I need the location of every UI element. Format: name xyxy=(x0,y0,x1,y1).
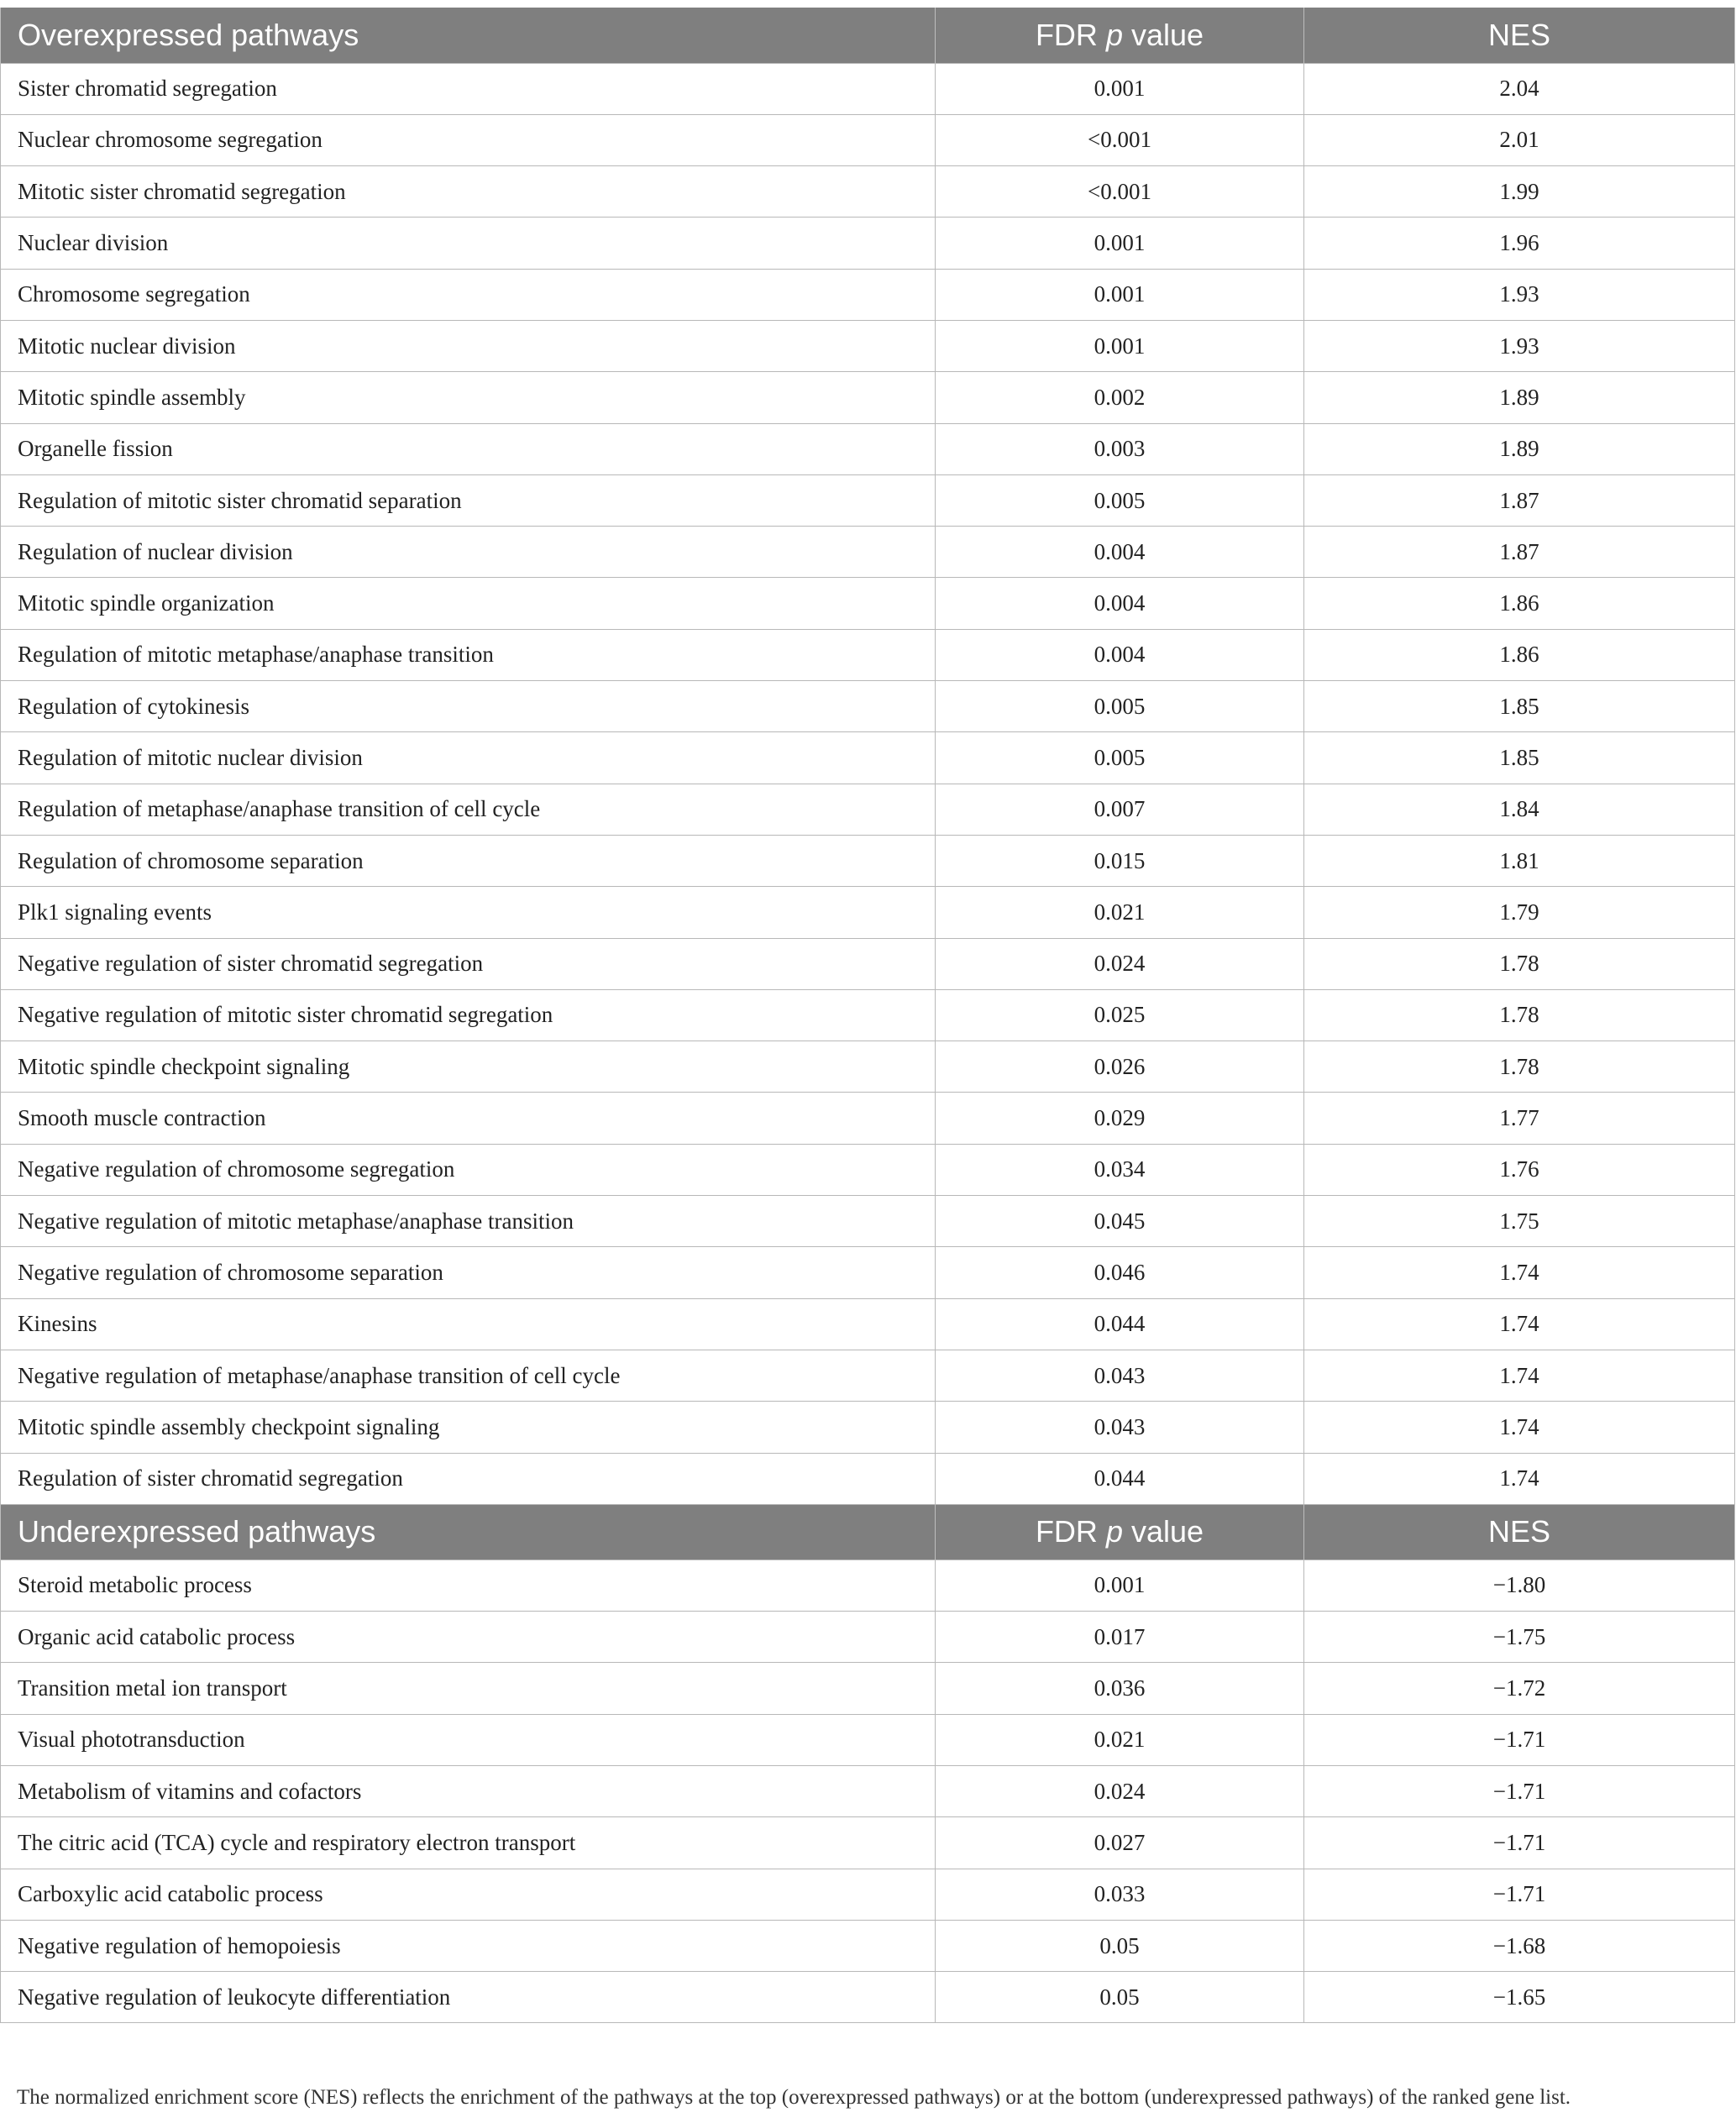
pathway-name-cell: Regulation of cytokinesis xyxy=(1,681,936,732)
section-title: Overexpressed pathways xyxy=(1,8,936,63)
table-row xyxy=(1,1559,1735,1611)
nes-value-cell: −1.65 xyxy=(1304,1972,1735,2023)
pathway-name-cell: Visual phototransduction xyxy=(1,1714,936,1765)
pathway-name-cell: Smooth muscle contraction xyxy=(1,1093,936,1144)
pathway-name-cell: Carboxylic acid catabolic process xyxy=(1,1869,936,1920)
fdr-value-cell: 0.004 xyxy=(936,578,1304,629)
nes-value-cell: 1.74 xyxy=(1304,1453,1735,1504)
fdr-value-cell: <0.001 xyxy=(936,114,1304,165)
nes-value-cell: −1.71 xyxy=(1304,1817,1735,1869)
section-header-row xyxy=(1,1504,1735,1559)
nes-value-cell: −1.71 xyxy=(1304,1766,1735,1817)
table-row xyxy=(1,114,1735,165)
pathway-name-cell: Regulation of nuclear division xyxy=(1,527,936,578)
table-row xyxy=(1,1402,1735,1453)
nes-column-header: NES xyxy=(1304,1504,1735,1559)
table-row xyxy=(1,320,1735,371)
nes-value-cell: 1.77 xyxy=(1304,1093,1735,1144)
table-row xyxy=(1,1920,1735,1971)
pathway-name-cell: Mitotic spindle assembly xyxy=(1,372,936,423)
nes-value-cell: 1.85 xyxy=(1304,681,1735,732)
pathway-name-cell: Sister chromatid segregation xyxy=(1,63,936,114)
nes-value-cell: 2.01 xyxy=(1304,114,1735,165)
nes-value-cell: 1.89 xyxy=(1304,423,1735,474)
fdr-value-cell: 0.033 xyxy=(936,1869,1304,1920)
fdr-value-cell: <0.001 xyxy=(936,166,1304,218)
fdr-value-cell: 0.002 xyxy=(936,372,1304,423)
table-row xyxy=(1,269,1735,320)
pathway-name-cell: Regulation of mitotic metaphase/anaphase transition xyxy=(1,629,936,680)
table-row xyxy=(1,474,1735,526)
nes-value-cell: 1.86 xyxy=(1304,629,1735,680)
table-footnote: The normalized enrichment score (NES) reflects the enrichment of the pathways at the top (overexpressed pathways) or at the bottom (underexpressed pathways) of the ranked gene list. xyxy=(17,2086,1571,2109)
fdr-value-cell: 0.004 xyxy=(936,527,1304,578)
nes-value-cell: 1.79 xyxy=(1304,887,1735,938)
pathway-name-cell: Chromosome segregation xyxy=(1,269,936,320)
table-row xyxy=(1,166,1735,218)
fdr-header-italic: p xyxy=(1105,17,1123,52)
pathway-name-cell: Negative regulation of hemopoiesis xyxy=(1,1920,936,1971)
fdr-value-cell: 0.021 xyxy=(936,1714,1304,1765)
pathway-name-cell: Negative regulation of chromosome separation xyxy=(1,1247,936,1298)
fdr-header-prefix: FDR xyxy=(1035,1514,1106,1549)
pathway-name-cell: Regulation of chromosome separation xyxy=(1,835,936,886)
table-row xyxy=(1,784,1735,835)
table-row xyxy=(1,629,1735,680)
section-header-row xyxy=(1,8,1735,63)
fdr-value-cell: 0.043 xyxy=(936,1402,1304,1453)
pathway-name-cell: Mitotic spindle assembly checkpoint signaling xyxy=(1,1402,936,1453)
nes-value-cell: 1.74 xyxy=(1304,1350,1735,1401)
pathway-name-cell: Mitotic spindle checkpoint signaling xyxy=(1,1041,936,1093)
table-row xyxy=(1,835,1735,886)
pathway-name-cell: Organelle fission xyxy=(1,423,936,474)
nes-value-cell: −1.71 xyxy=(1304,1714,1735,1765)
nes-value-cell: 1.89 xyxy=(1304,372,1735,423)
nes-value-cell: 1.87 xyxy=(1304,474,1735,526)
fdr-value-cell: 0.045 xyxy=(936,1196,1304,1247)
fdr-value-cell: 0.004 xyxy=(936,629,1304,680)
fdr-header-suffix: value xyxy=(1122,17,1204,52)
pathway-name-cell: Mitotic nuclear division xyxy=(1,320,936,371)
fdr-value-cell: 0.005 xyxy=(936,474,1304,526)
fdr-value-cell: 0.017 xyxy=(936,1612,1304,1663)
table-row xyxy=(1,681,1735,732)
table-row xyxy=(1,1972,1735,2023)
pathway-name-cell: Mitotic sister chromatid segregation xyxy=(1,166,936,218)
pathway-name-cell: Regulation of metaphase/anaphase transition of cell cycle xyxy=(1,784,936,835)
table-row xyxy=(1,1714,1735,1765)
table-row xyxy=(1,527,1735,578)
nes-value-cell: 1.99 xyxy=(1304,166,1735,218)
fdr-header-prefix: FDR xyxy=(1035,17,1106,52)
nes-value-cell: 1.75 xyxy=(1304,1196,1735,1247)
fdr-value-cell: 0.034 xyxy=(936,1144,1304,1195)
table-row xyxy=(1,1817,1735,1869)
fdr-value-cell: 0.015 xyxy=(936,835,1304,886)
pathway-name-cell: Metabolism of vitamins and cofactors xyxy=(1,1766,936,1817)
fdr-value-cell: 0.044 xyxy=(936,1453,1304,1504)
nes-value-cell: 1.78 xyxy=(1304,938,1735,989)
fdr-value-cell: 0.044 xyxy=(936,1298,1304,1350)
fdr-header-italic: p xyxy=(1105,1514,1123,1549)
fdr-value-cell: 0.05 xyxy=(936,1972,1304,2023)
nes-value-cell: 1.78 xyxy=(1304,989,1735,1041)
nes-value-cell: −1.68 xyxy=(1304,1920,1735,1971)
fdr-header-suffix: value xyxy=(1122,1514,1204,1549)
fdr-value-cell: 0.046 xyxy=(936,1247,1304,1298)
pathway-name-cell: Transition metal ion transport xyxy=(1,1663,936,1714)
fdr-column-header xyxy=(936,1504,1304,1559)
table-row xyxy=(1,1663,1735,1714)
pathway-enrichment-table xyxy=(0,8,1735,2023)
table-row xyxy=(1,63,1735,114)
table-body xyxy=(1,8,1735,2023)
table-row xyxy=(1,887,1735,938)
nes-value-cell: 1.76 xyxy=(1304,1144,1735,1195)
table-row xyxy=(1,1350,1735,1401)
fdr-value-cell: 0.005 xyxy=(936,732,1304,784)
fdr-value-cell: 0.029 xyxy=(936,1093,1304,1144)
nes-value-cell: −1.75 xyxy=(1304,1612,1735,1663)
pathway-name-cell: Negative regulation of metaphase/anaphase transition of cell cycle xyxy=(1,1350,936,1401)
fdr-value-cell: 0.027 xyxy=(936,1817,1304,1869)
fdr-value-cell: 0.036 xyxy=(936,1663,1304,1714)
nes-value-cell: 1.74 xyxy=(1304,1247,1735,1298)
pathway-name-cell: Negative regulation of mitotic sister chromatid segregation xyxy=(1,989,936,1041)
fdr-value-cell: 0.05 xyxy=(936,1920,1304,1971)
fdr-value-cell: 0.001 xyxy=(936,218,1304,269)
table-row xyxy=(1,578,1735,629)
fdr-value-cell: 0.003 xyxy=(936,423,1304,474)
table-row xyxy=(1,1196,1735,1247)
table-row xyxy=(1,1766,1735,1817)
pathway-name-cell: Organic acid catabolic process xyxy=(1,1612,936,1663)
table-row xyxy=(1,1298,1735,1350)
nes-value-cell: 1.93 xyxy=(1304,320,1735,371)
pathway-table-container xyxy=(0,8,1734,2023)
nes-value-cell: 1.74 xyxy=(1304,1402,1735,1453)
nes-value-cell: −1.80 xyxy=(1304,1559,1735,1611)
table-row xyxy=(1,989,1735,1041)
table-row xyxy=(1,938,1735,989)
pathway-name-cell: Regulation of sister chromatid segregation xyxy=(1,1453,936,1504)
fdr-value-cell: 0.025 xyxy=(936,989,1304,1041)
pathway-name-cell: Plk1 signaling events xyxy=(1,887,936,938)
pathway-name-cell: Regulation of mitotic nuclear division xyxy=(1,732,936,784)
nes-value-cell: 1.87 xyxy=(1304,527,1735,578)
pathway-name-cell: Negative regulation of leukocyte differentiation xyxy=(1,1972,936,2023)
nes-value-cell: 1.96 xyxy=(1304,218,1735,269)
pathway-name-cell: Nuclear chromosome segregation xyxy=(1,114,936,165)
pathway-name-cell: Steroid metabolic process xyxy=(1,1559,936,1611)
fdr-value-cell: 0.001 xyxy=(936,269,1304,320)
table-row xyxy=(1,1093,1735,1144)
table-row xyxy=(1,1453,1735,1504)
pathway-name-cell: Negative regulation of chromosome segregation xyxy=(1,1144,936,1195)
fdr-value-cell: 0.043 xyxy=(936,1350,1304,1401)
pathway-name-cell: Regulation of mitotic sister chromatid separation xyxy=(1,474,936,526)
pathway-name-cell: Kinesins xyxy=(1,1298,936,1350)
table-row xyxy=(1,372,1735,423)
nes-value-cell: 1.86 xyxy=(1304,578,1735,629)
fdr-value-cell: 0.001 xyxy=(936,320,1304,371)
fdr-value-cell: 0.026 xyxy=(936,1041,1304,1093)
nes-value-cell: 2.04 xyxy=(1304,63,1735,114)
nes-value-cell: 1.93 xyxy=(1304,269,1735,320)
section-title: Underexpressed pathways xyxy=(1,1504,936,1559)
nes-value-cell: 1.85 xyxy=(1304,732,1735,784)
fdr-value-cell: 0.021 xyxy=(936,887,1304,938)
fdr-value-cell: 0.007 xyxy=(936,784,1304,835)
table-row xyxy=(1,732,1735,784)
pathway-name-cell: Negative regulation of mitotic metaphase/anaphase transition xyxy=(1,1196,936,1247)
nes-value-cell: 1.74 xyxy=(1304,1298,1735,1350)
pathway-name-cell: The citric acid (TCA) cycle and respiratory electron transport xyxy=(1,1817,936,1869)
table-row xyxy=(1,1144,1735,1195)
fdr-value-cell: 0.024 xyxy=(936,938,1304,989)
nes-value-cell: −1.71 xyxy=(1304,1869,1735,1920)
table-row xyxy=(1,218,1735,269)
nes-column-header: NES xyxy=(1304,8,1735,63)
table-row xyxy=(1,1612,1735,1663)
fdr-column-header xyxy=(936,8,1304,63)
nes-value-cell: 1.81 xyxy=(1304,835,1735,886)
fdr-value-cell: 0.024 xyxy=(936,1766,1304,1817)
pathway-name-cell: Mitotic spindle organization xyxy=(1,578,936,629)
pathway-name-cell: Negative regulation of sister chromatid segregation xyxy=(1,938,936,989)
table-row xyxy=(1,1247,1735,1298)
fdr-value-cell: 0.001 xyxy=(936,1559,1304,1611)
table-row xyxy=(1,1041,1735,1093)
fdr-value-cell: 0.005 xyxy=(936,681,1304,732)
nes-value-cell: 1.78 xyxy=(1304,1041,1735,1093)
nes-value-cell: 1.84 xyxy=(1304,784,1735,835)
table-row xyxy=(1,423,1735,474)
fdr-value-cell: 0.001 xyxy=(936,63,1304,114)
table-row xyxy=(1,1869,1735,1920)
pathway-name-cell: Nuclear division xyxy=(1,218,936,269)
nes-value-cell: −1.72 xyxy=(1304,1663,1735,1714)
